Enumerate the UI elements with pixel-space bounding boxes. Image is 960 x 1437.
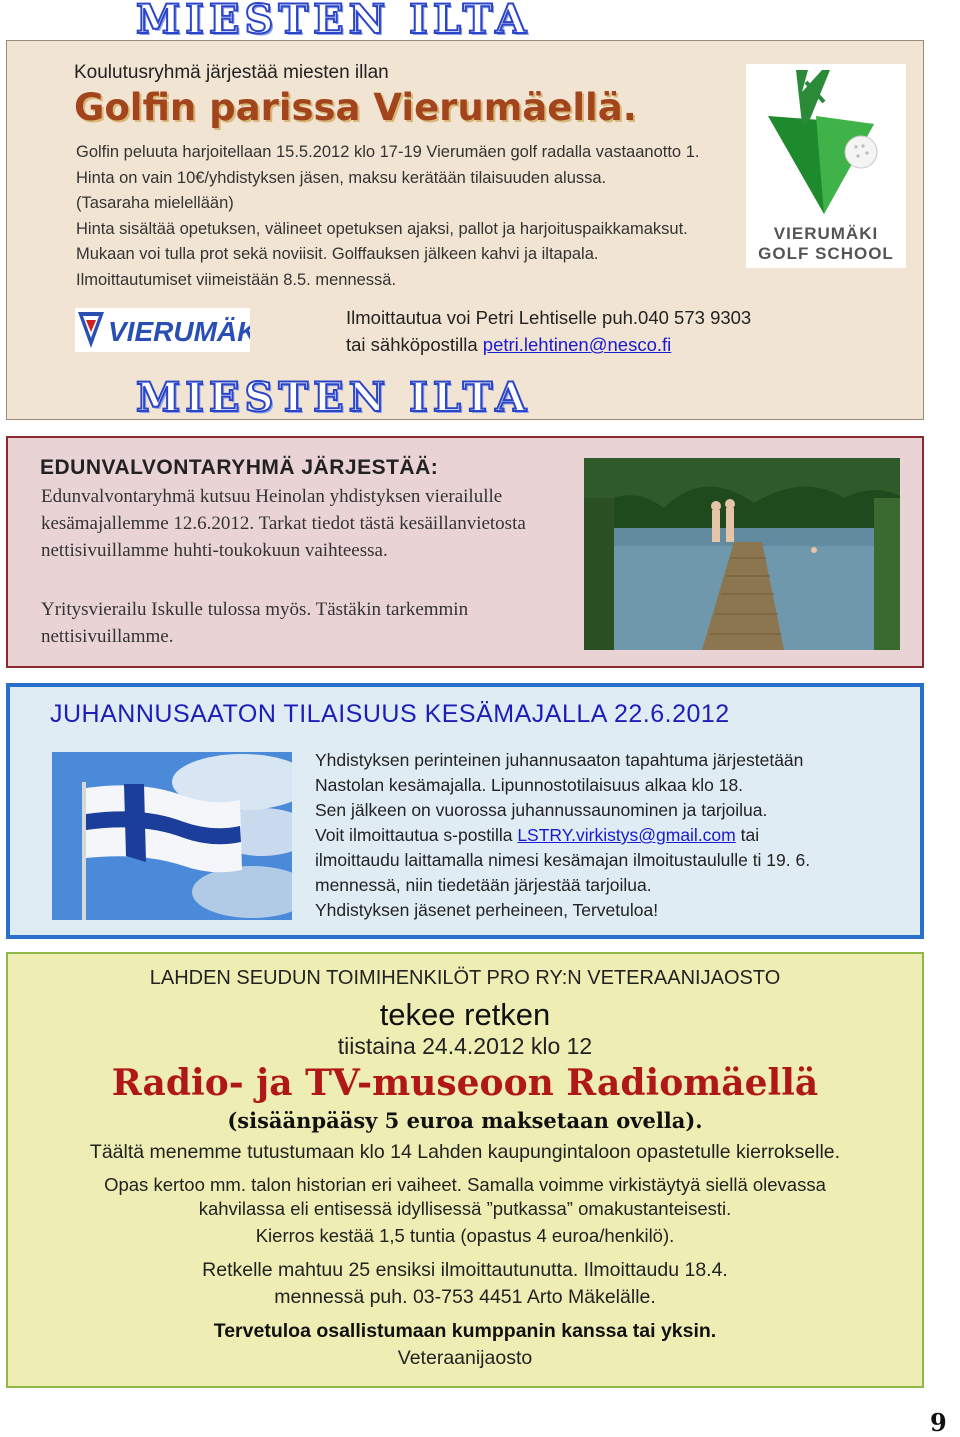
lake-pier-illustration [584, 458, 900, 650]
finnish-flag-photo [52, 752, 292, 920]
golf-contact-email-line [346, 331, 751, 358]
golf-line: (Tasaraha mielellään) [76, 194, 234, 212]
golf-title: Golfin parissa Vierumäellä. [74, 86, 637, 129]
juhannus-line-email [315, 823, 810, 848]
golf-contact-phone: Ilmoittautua voi Petri Lehtiselle puh.040 573 9303 [346, 307, 752, 328]
page-number: 9 [930, 1408, 947, 1437]
golf-line: Hinta sisältää opetuksen, välineet opetuksen ajaksi, pallot ja harjoituspaikkamaksut. [76, 219, 688, 238]
juhannus-email-prefix: Voit ilmoittautua s-postilla [315, 825, 518, 845]
vet-fee: (sisäänpääsy 5 euroa maksetaan ovella). [227, 1108, 703, 1133]
golf-contact [346, 304, 751, 358]
vet-title: Radio- ja TV-museoon Radiomäellä [111, 1062, 819, 1104]
golf-details [76, 140, 699, 293]
juhannus-line: Yhdistyksen perinteinen juhannusaaton tapahtuma järjestetään [315, 750, 804, 770]
golf-school-logo [746, 64, 906, 268]
juhannus-heading: JUHANNUSAATON TILAISUUS KESÄMAJALLA 22.6.2012 [50, 700, 730, 728]
golf-school-line1: VIERUMÄKI [773, 224, 879, 243]
golf-line: Golfin peluuta harjoitellaan 15.5.2012 klo 17-19 Vierumäen golf radalla vastaanotto 1. [76, 143, 700, 161]
vierumaki-logo-text: VIERUMÄKI [108, 316, 250, 347]
juhannus-email-link[interactable]: LSTRY.virkistys@gmail.com [517, 825, 736, 845]
vet-line: mennessä puh. 03-753 4451 Arto Mäkelälle. [274, 1286, 656, 1308]
finnish-flag-icon [52, 752, 292, 920]
vet-signature: Veteraanijaosto [397, 1347, 533, 1369]
edu-heading: EDUNVALVONTARYHMÄ JÄRJESTÄÄ: [40, 456, 439, 479]
vet-retki: tekee retken [379, 997, 551, 1032]
golf-line: Ilmoittautumiset viimeistään 8.5. mennessä. [76, 270, 397, 289]
vierumaki-logo-graphic [75, 308, 250, 352]
golf-email-link[interactable]: petri.lehtinen@nesco.fi [482, 334, 672, 355]
juhannus-line: Yhdistyksen jäsenet perheineen, Tervetuloa! [315, 900, 659, 920]
vet-line: Täältä menemme tutustumaan klo 14 Lahden kaupungintaloon opastetulle kierrokselle. [89, 1141, 841, 1163]
juhannus-line: Nastolan kesämajalla. Lipunnostotilaisuus alkaa klo 18. [315, 775, 744, 795]
banner-miesten-ilta-top: MIESTEN ILTA [136, 0, 532, 43]
juhannus-line: mennessä, niin tiedetään järjestää tarjoilua. [315, 875, 652, 895]
golf-school-line2: GOLF SCHOOL [758, 244, 894, 263]
golf-line: Hinta on vain 10€/yhdistyksen jäsen, maksu kerätään tilaisuuden alussa. [76, 168, 607, 187]
vet-date: tiistaina 24.4.2012 klo 12 [337, 1033, 593, 1059]
edu-paragraph-2: Yritysvierailu Iskulle tulossa myös. Tästäkin tarkemmin nettisivuillamme. [41, 599, 469, 647]
vierumaki-logo [75, 308, 250, 352]
vet-organization: LAHDEN SEUDUN TOIMIHENKILÖT PRO RY:N VETERAANIJAOSTO [149, 967, 781, 989]
vet-line: Retkelle mahtuu 25 ensiksi ilmoittautunutta. Ilmoittaudu 18.4. [202, 1259, 728, 1281]
banner-miesten-ilta-bottom: MIESTEN ILTA [136, 374, 532, 421]
vet-line: Opas kertoo mm. talon historian eri vaiheet. Samalla voimme virkistäytyä siellä olevassa [104, 1174, 826, 1195]
juhannus-details [315, 748, 810, 923]
juhannus-line: ilmoittaudu laittamalla nimesi kesämajan ilmoitustaululle ti 19. 6. [315, 850, 811, 870]
vet-line: Kierros kestää 1,5 tuntia (opastus 4 euroa/henkilö). [255, 1225, 675, 1246]
vet-welcome: Tervetuloa osallistumaan kumppanin kanssa tai yksin. [213, 1320, 717, 1342]
edu-paragraph-1: Edunvalvontaryhmä kutsuu Heinolan yhdistyksen vierailulle kesämajallemme 12.6.2012. Tarkat tiedot tästä kesäillanvietosta nettisivuillamme huhti-toukokuun vaihteessa. [41, 486, 526, 561]
golf-flag-icon [746, 64, 906, 224]
golf-intro: Koulutusryhmä järjestää miesten illan [74, 62, 389, 83]
lake-pier-photo [584, 458, 900, 650]
golf-line: Mukaan voi tulla prot sekä noviisit. Golffauksen jälkeen kahvi ja iltapala. [76, 245, 599, 263]
juhannus-email-suffix: tai [735, 825, 760, 845]
golf-contact-prefix: tai sähköpostilla [346, 334, 483, 355]
juhannus-line: Sen jälkeen on vuorossa juhannussaunominen ja tarjoilua. [315, 800, 768, 820]
vet-line: kahvilassa eli entisessä idyllisessä ”putkassa” omakustanteisesti. [198, 1198, 732, 1219]
